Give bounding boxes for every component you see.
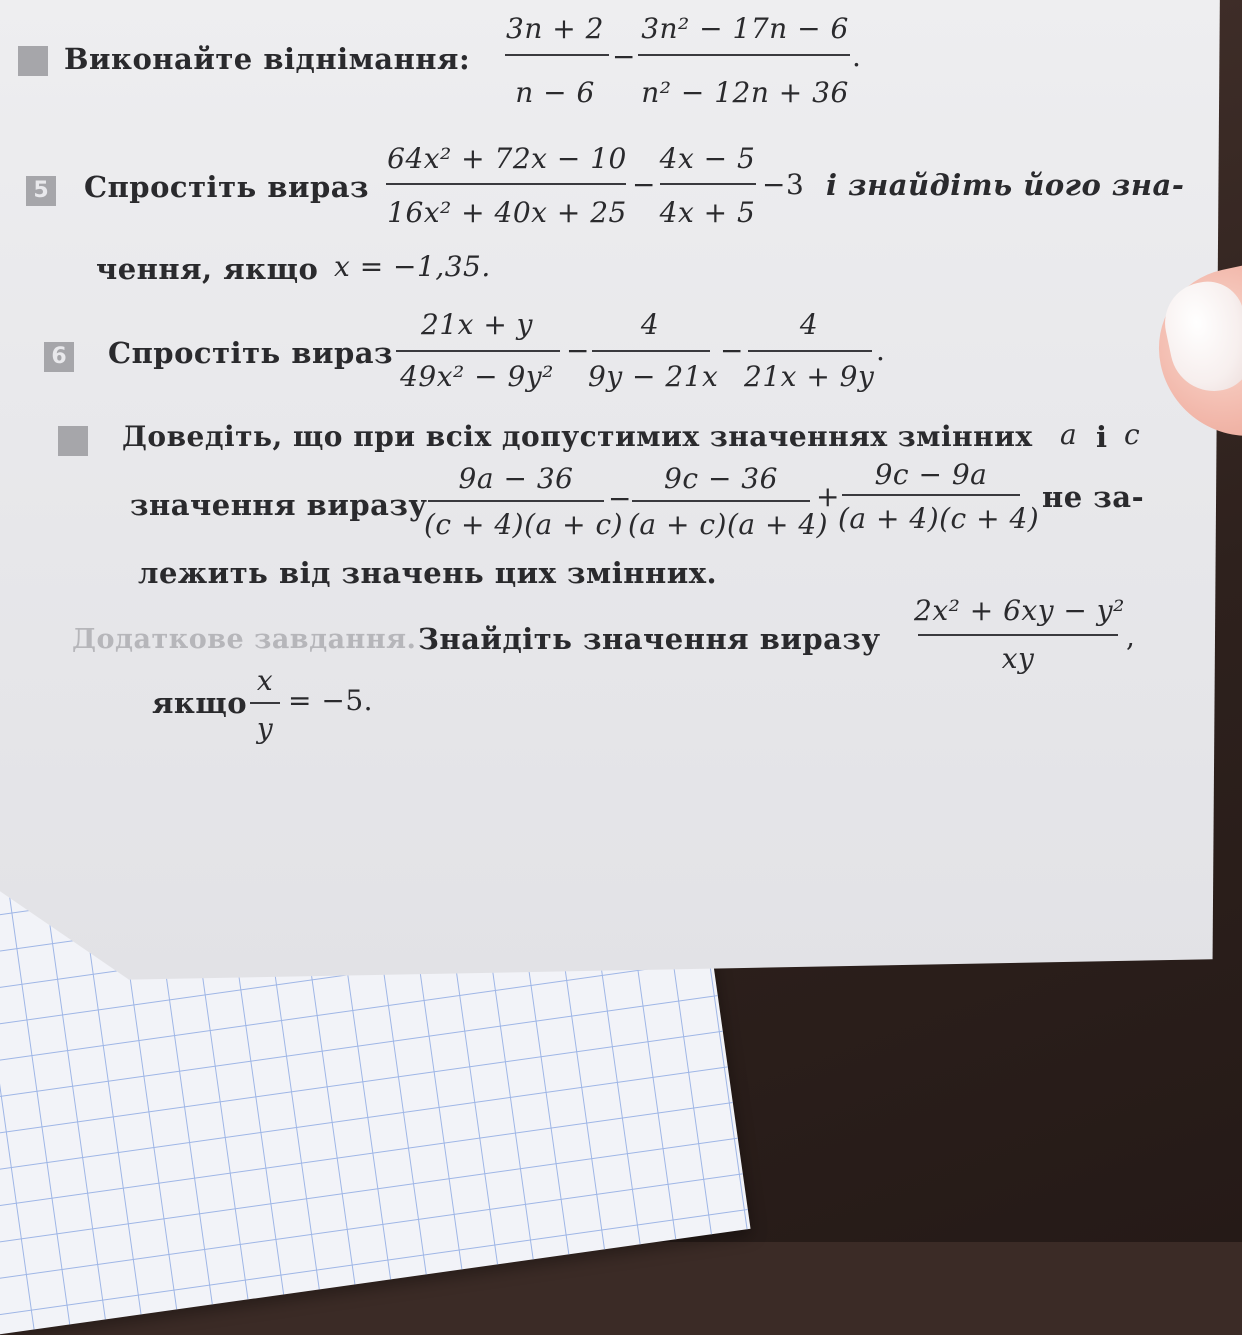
task-6-fraction-3-numerator: 4 (799, 308, 819, 341)
task-7-fraction-3-denominator: (a + 4)(c + 4) (838, 502, 1040, 535)
task-7-tail: не за- (1042, 480, 1145, 514)
extra-task-text: Знайдіть значення виразу (418, 622, 881, 656)
task-6-fraction-2-numerator: 4 (640, 308, 660, 341)
extra-task-label: Додаткове завдання. (72, 624, 417, 655)
fraction-bar (918, 634, 1118, 636)
task-5-fraction-2-numerator: 4x − 5 (659, 142, 756, 175)
task-7-fraction-2-numerator: 9c − 36 (664, 462, 778, 495)
task-7-badge (58, 426, 88, 456)
task-5-text: і знайдіть його зна- (826, 168, 1185, 202)
fraction-bar (748, 350, 872, 352)
comma: , (1126, 620, 1136, 653)
task-6-label: Спростіть вираз (108, 336, 394, 370)
task-4-fraction-1-numerator: 3n + 2 (506, 12, 604, 45)
fraction-bar (592, 350, 710, 352)
task-6-badge: 6 (44, 342, 74, 372)
task-4-fraction-2-denominator: n² − 12n + 36 (641, 76, 849, 109)
task-5-condition: x = −1,35. (334, 250, 491, 283)
extra-fraction-numerator: 2x² + 6xy − y² (914, 594, 1125, 627)
extra-fraction-denominator: xy (1001, 642, 1035, 675)
minus-sign: − (566, 334, 590, 367)
task-5-fraction-2-denominator: 4x + 5 (659, 196, 756, 229)
variable-c: c (1124, 418, 1141, 451)
fraction-bar (396, 350, 560, 352)
task-6-fraction-3-denominator: 21x + 9y (744, 360, 875, 393)
fraction-bar (250, 702, 280, 704)
condition-numerator: x (256, 664, 274, 697)
task-7-fraction-1-numerator: 9a − 36 (458, 462, 574, 495)
task-6-fraction-1-numerator: 21x + y (421, 308, 533, 341)
task-5-fraction-1-numerator: 64x² + 72x − 10 (387, 142, 627, 175)
task-7-fraction-3-numerator: 9c − 9a (874, 458, 988, 491)
plus-sign: + (816, 480, 840, 513)
task-4-fraction-1-denominator: n − 6 (515, 76, 595, 109)
variable-a: a (1060, 418, 1078, 451)
fraction-bar (842, 494, 1020, 496)
period: . (852, 40, 862, 73)
task-6-fraction-1-denominator: 49x² − 9y² (400, 360, 554, 393)
task-5-label: Спростіть вираз (84, 170, 370, 204)
minus-sign: − (632, 168, 656, 201)
task-5-badge: 5 (26, 176, 56, 206)
fraction-bar (638, 54, 850, 56)
task-5-fraction-1-denominator: 16x² + 40x + 25 (387, 196, 627, 229)
task-7-fraction-2-denominator: (a + c)(a + 4) (628, 508, 829, 541)
task-4-label: Виконайте віднімання: (64, 42, 471, 76)
condition-value: = −5. (288, 684, 374, 717)
conjunction: і (1096, 420, 1108, 454)
extra-line-2: якщо (152, 686, 248, 720)
period: . (876, 334, 886, 367)
task-4-fraction-2-numerator: 3n² − 17n − 6 (641, 12, 849, 45)
fraction-bar (505, 54, 609, 56)
task-7-fraction-1-denominator: (c + 4)(a + c) (424, 508, 624, 541)
minus-sign: − (612, 40, 636, 73)
task-5-tail: −3 (762, 168, 805, 201)
condition-denominator: y (256, 712, 274, 745)
task-4-badge (18, 46, 48, 76)
minus-sign: − (608, 482, 632, 515)
fraction-bar (428, 500, 604, 502)
fraction-bar (632, 500, 810, 502)
task-7-line-3: лежить від значень цих змінних. (138, 556, 718, 590)
fraction-bar (386, 183, 626, 185)
minus-sign: − (720, 334, 744, 367)
task-5-line-2: чення, якщо (96, 252, 319, 286)
task-6-fraction-2-denominator: 9y − 21x (588, 360, 719, 393)
fraction-bar (660, 183, 756, 185)
task-7-line-1: Доведіть, що при всіх допустимих значеннях змінних (122, 420, 1033, 453)
task-7-line-2: значення виразу (130, 488, 428, 522)
